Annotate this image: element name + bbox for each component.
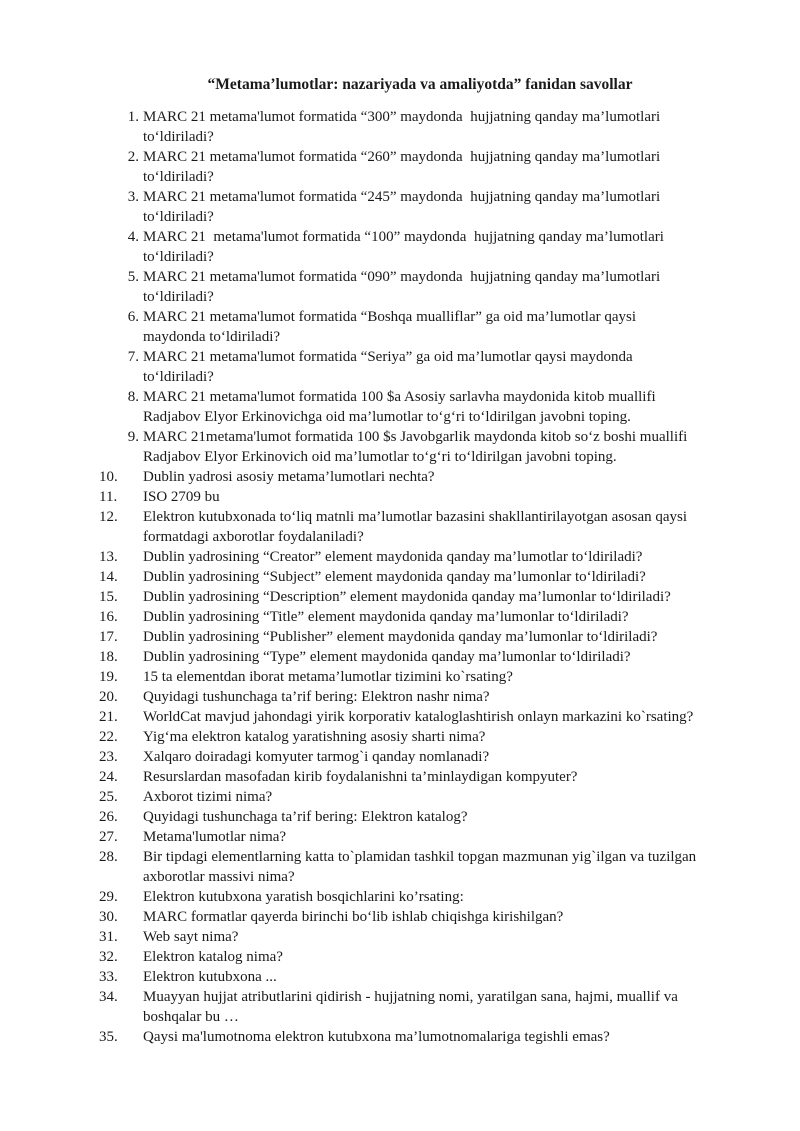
question-number: 28.: [99, 849, 118, 865]
question-number: 2.: [127, 149, 139, 165]
question-text: MARC 21 metama'lumot formatida “260” maydonda hujjatning qanday ma’lumotlari to‘ldiriladi?: [143, 149, 661, 185]
question-item: [99, 607, 753, 627]
question-number: 3.: [127, 189, 139, 205]
question-text: Quyidagi tushunchaga ta’rif bering: Elektron katalog?: [143, 809, 468, 825]
question-text: Muayyan hujjat atributlarini qidirish - hujjatning nomi, yaratilgan sana, hajmi, muallif va boshqalar bu …: [143, 989, 678, 1025]
question-number: 20.: [99, 689, 118, 705]
question-number: 14.: [99, 569, 118, 585]
question-item: [127, 267, 753, 307]
question-item: [99, 767, 753, 787]
question-text: WorldCat mavjud jahondagi yirik korporativ kataloglashtirish onlayn markazini ko`rsating?: [143, 709, 694, 725]
question-number: 11.: [99, 489, 118, 505]
question-number: 1.: [127, 109, 139, 125]
question-number: 26.: [99, 809, 118, 825]
question-item: [127, 387, 753, 427]
question-text: Yig‘ma elektron katalog yaratishning asosiy sharti nima?: [143, 729, 486, 745]
question-number: 33.: [99, 969, 118, 985]
question-item: [99, 667, 753, 687]
document-title: “Metama’lumotlar: nazariyada va amaliyotda” fanidan savollar: [207, 76, 633, 93]
question-number: 25.: [99, 789, 118, 805]
question-text: MARC 21 metama'lumot formatida “090” maydonda hujjatning qanday ma’lumotlari to‘ldiriladi?: [143, 269, 661, 305]
question-text: MARC 21 metama'lumot formatida “245” maydonda hujjatning qanday ma’lumotlari to‘ldiriladi?: [143, 189, 661, 225]
question-number: 16.: [99, 609, 118, 625]
question-item: [127, 227, 753, 267]
question-item: [99, 947, 753, 967]
question-item: [99, 647, 753, 667]
question-item: [99, 967, 753, 987]
question-text: Elektron katalog nima?: [143, 949, 283, 965]
question-number: 12.: [99, 509, 118, 525]
question-item: [99, 687, 753, 707]
question-text: Dublin yadrosining “Publisher” element maydonida qanday ma’lumonlar to‘ldiriladi?: [143, 629, 658, 645]
question-number: 19.: [99, 669, 118, 685]
question-text: Bir tipdagi elementlarning katta to`plamidan tashkil topgan mazmunan yig`ilgan va tuzilgan axborotlar massivi nima?: [143, 849, 697, 885]
question-text: MARC formatlar qayerda birinchi bo‘lib ishlab chiqishga kirishilgan?: [143, 909, 564, 925]
question-item: [99, 707, 753, 727]
question-item: [99, 627, 753, 647]
question-item: [127, 347, 753, 387]
question-number: 27.: [99, 829, 118, 845]
question-item: [99, 567, 753, 587]
question-number: 17.: [99, 629, 118, 645]
question-number: 24.: [99, 769, 118, 785]
question-item: [99, 987, 753, 1027]
question-text: ISO 2709 bu: [143, 489, 220, 505]
question-text: MARC 21metama'lumot formatida 100 $s Javobgarlik maydonda kitob so‘z boshi muallifi Radjabov Elyor Erkinovich oid ma’lumotlar to‘g‘ri to‘ldirilgan javobni toping.: [143, 429, 688, 465]
question-number: 32.: [99, 949, 118, 965]
question-item: [99, 1027, 753, 1047]
question-item: [99, 827, 753, 847]
question-number: 5.: [127, 269, 139, 285]
question-number: 21.: [99, 709, 118, 725]
question-text: Dublin yadrosining “Type” element maydonida qanday ma’lumonlar to‘ldiriladi?: [143, 649, 631, 665]
question-text: MARC 21 metama'lumot formatida “300” maydonda hujjatning qanday ma’lumotlari to‘ldiriladi?: [143, 109, 661, 145]
question-number: 6.: [127, 309, 139, 325]
question-number: 9.: [127, 429, 139, 445]
question-item: [127, 147, 753, 187]
question-number: 8.: [127, 389, 139, 405]
question-item: [99, 487, 753, 507]
question-number: 34.: [99, 989, 118, 1005]
question-item: [99, 907, 753, 927]
question-text: Web sayt nima?: [143, 929, 239, 945]
question-number: 13.: [99, 549, 118, 565]
question-item: [127, 107, 753, 147]
question-item: [99, 507, 753, 547]
question-text: MARC 21 metama'lumot formatida “Seriya” ga oid ma’lumotlar qaysi maydonda to‘ldiriladi?: [143, 349, 633, 385]
question-text: Axborot tizimi nima?: [143, 789, 273, 805]
question-text: Xalqaro doiradagi komyuter tarmog`i qanday nomlanadi?: [143, 749, 490, 765]
question-item: [127, 427, 753, 467]
question-list: [99, 107, 753, 1047]
question-text: MARC 21 metama'lumot formatida 100 $a Asosiy sarlavha maydonida kitob muallifi Radjabov Elyor Erkinovichga oid ma’lumotlar to‘g‘ri to‘ldirilgan javobni toping.: [143, 389, 656, 425]
question-item: [99, 807, 753, 827]
question-item: [99, 747, 753, 767]
question-number: 29.: [99, 889, 118, 905]
question-number: 30.: [99, 909, 118, 925]
question-text: Dublin yadrosining “Creator” element maydonida qanday ma’lumotlar to‘ldiriladi?: [143, 549, 643, 565]
question-number: 35.: [99, 1029, 118, 1045]
question-number: 10.: [99, 469, 118, 485]
question-text: MARC 21 metama'lumot formatida “Boshqa mualliflar” ga oid ma’lumotlar qaysi maydonda to‘ldiriladi?: [143, 309, 637, 345]
question-item: [99, 887, 753, 907]
question-item: [127, 307, 753, 347]
question-number: 22.: [99, 729, 118, 745]
question-number: 31.: [99, 929, 118, 945]
question-text: Elektron kutubxona ...: [143, 969, 277, 985]
question-text: Qaysi ma'lumotnoma elektron kutubxona ma’lumotnomalariga tegishli emas?: [143, 1029, 610, 1045]
question-item: [99, 727, 753, 747]
question-item: [99, 927, 753, 947]
question-number: 23.: [99, 749, 118, 765]
question-item: [99, 547, 753, 567]
question-text: MARC 21 metama'lumot formatida “100” maydonda hujjatning qanday ma’lumotlari to‘ldiriladi?: [143, 229, 664, 265]
question-text: Dublin yadrosining “Subject” element maydonida qanday ma’lumonlar to‘ldiriladi?: [143, 569, 646, 585]
question-number: 15.: [99, 589, 118, 605]
question-item: [99, 467, 753, 487]
question-text: Dublin yadrosi asosiy metama’lumotlari nechta?: [143, 469, 435, 485]
question-item: [99, 847, 753, 887]
question-text: Elektron kutubxonada to‘liq matnli ma’lumotlar bazasini shakllantirilayotgan asosan qaysi formatdagi axborotlar foydalaniladi?: [143, 509, 688, 545]
question-text: Metama'lumotlar nima?: [143, 829, 287, 845]
question-number: 7.: [127, 349, 139, 365]
question-item: [99, 587, 753, 607]
question-text: Elektron kutubxona yaratish bosqichlarini ko’rsating:: [143, 889, 464, 905]
question-text: Resurslardan masofadan kirib foydalanishni ta’minlaydigan kompyuter?: [143, 769, 578, 785]
question-text: 15 ta elementdan iborat metama’lumotlar tizimini ko`rsating?: [143, 669, 513, 685]
question-item: [127, 187, 753, 227]
question-text: Dublin yadrosining “Description” element maydonida qanday ma’lumonlar to‘ldiriladi?: [143, 589, 671, 605]
question-text: Dublin yadrosining “Title” element maydonida qanday ma’lumonlar to‘ldiriladi?: [143, 609, 629, 625]
question-number: 4.: [127, 229, 139, 245]
question-item: [99, 787, 753, 807]
question-number: 18.: [99, 649, 118, 665]
question-text: Quyidagi tushunchaga ta’rif bering: Elektron nashr nima?: [143, 689, 490, 705]
